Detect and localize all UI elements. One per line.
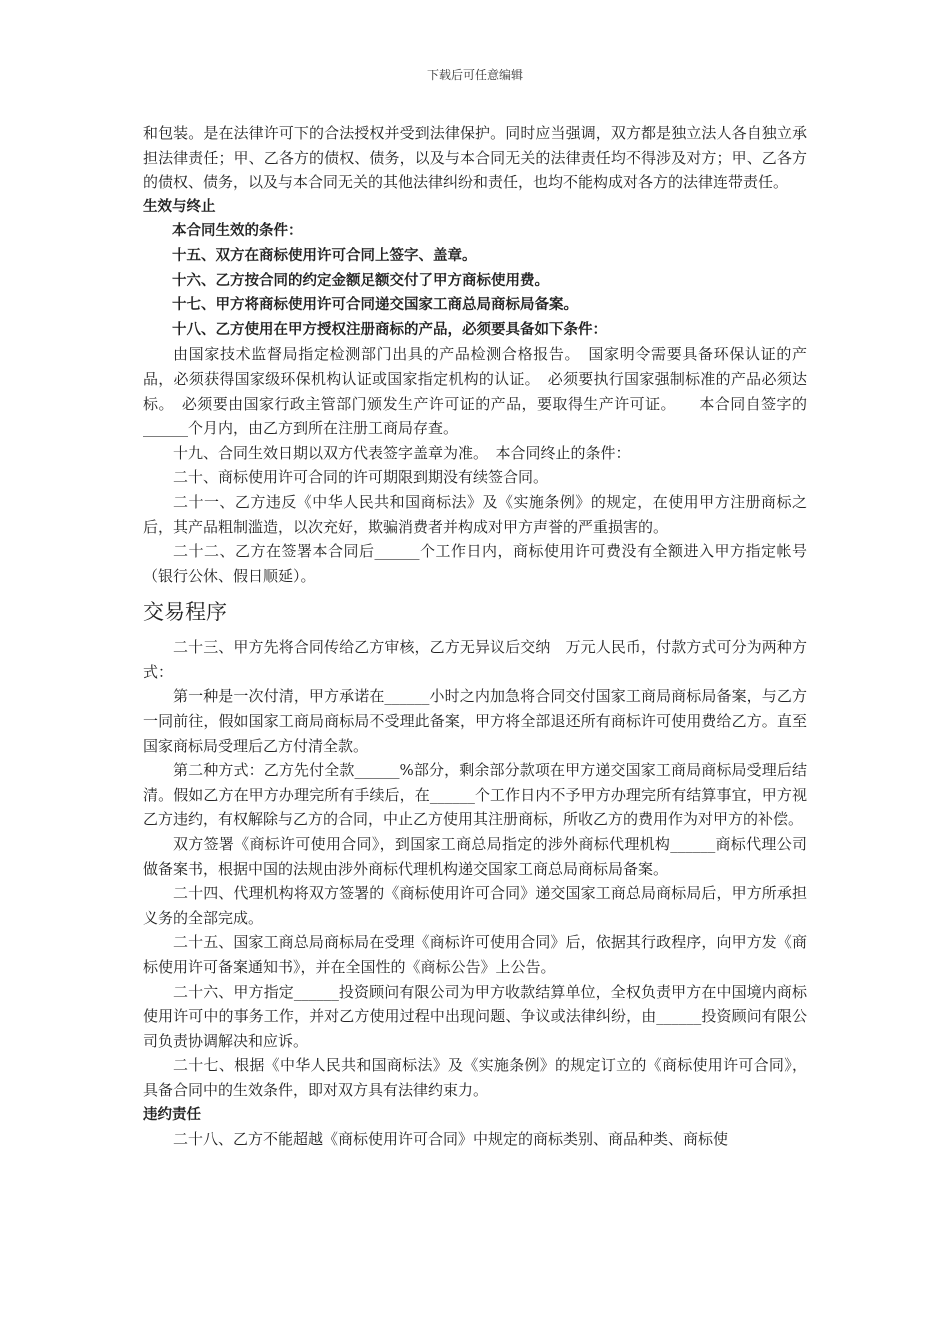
paragraph: 二十八、乙方不能超越《商标使用许可合同》中规定的商标类别、商品种类、商标使 (173, 1130, 729, 1149)
paragraph: 和包装。是在法律许可下的合法授权并受到法律保护。同时应当强调，双方都是独立法人各自独立承担法律责任；甲、乙各方的债权、债务，以及与本合同无关的法律责任均不得涉及对方；甲、乙各方的债权、债务，以及与本合同无关的其他法律纠纷和责任，也均不能构成对各方的法律连带责任。 (143, 124, 807, 192)
paragraph: 二十二、乙方在签署本合同后______个工作日内，商标使用许可费没有全额进入甲方指定帐号（银行公休、假日顺延）。 (143, 542, 807, 585)
paragraph: 第二种方式：乙方先付全款______%部分，剩余部分款项在甲方递交国家工商局商标局受理后结清。假如乙方在甲方办理完所有手续后，在______个工作日内不予甲方办理完所有结算事宜，甲方视乙方违约，有权解除与乙方的合同，中止乙方使用其注册商标，所收乙方的费用作为对甲方的补偿。 (143, 761, 807, 829)
paragraph: 二十四、代理机构将双方签署的《商标使用许可合同》递交国家工商总局商标局后，甲方所承担义务的全部完成。 (143, 884, 807, 927)
bold-clause: 十七、甲方将商标使用许可合同递交国家工商总局商标局备案。 (172, 297, 578, 314)
section-heading-liability: 违约责任 (143, 1106, 201, 1123)
bold-clause: 十六、乙方按合同的约定金额足额交付了甲方商标使用费。 (172, 272, 549, 289)
paragraph: 十九、合同生效日期以双方代表签字盖章为准。 本合同终止的条件： (173, 443, 631, 462)
paragraph: 二十七、根据《中华人民共和国商标法》及《实施条例》的规定订立的《商标使用许可合同》，具备合同中的生效条件，即对双方具有法律约束力。 (143, 1056, 807, 1099)
bold-clause: 十八、乙方使用在甲方授权注册商标的产品，必须要具备如下条件： (172, 321, 607, 338)
section-heading-effect-termination: 生效与终止 (143, 198, 216, 215)
bold-clause: 十五、双方在商标使用许可合同上签字、盖章。 (172, 247, 477, 264)
document-body (143, 121, 807, 1152)
paragraph: 由国家技术监督局指定检测部门出具的产品检测合格报告。 国家明令需要具备环保认证的产品，必须获得国家级环保机构认证或国家指定机构的认证。 必须要执行国家强制标准的产品必须达标。 必须要由国家行政主管部门颁发生产许可证的产品，要取得生产许可证。 本合同自签字的______个月内，由乙方到所在注册工商局存查。 (143, 345, 807, 438)
paragraph: 第一种是一次付清，甲方承诺在______小时之内加急将合同交付国家工商局商标局备案，与乙方一同前往，假如国家工商局商标局不受理此备案，甲方将全部退还所有商标许可使用费给乙方。直至国家商标局受理后乙方付清全款。 (143, 687, 807, 755)
bold-clause: 本合同生效的条件： (172, 223, 303, 240)
paragraph: 二十一、乙方违反《中华人民共和国商标法》及《实施条例》的规定，在使用甲方注册商标之后，其产品粗制滥造，以次充好，欺骗消费者并构成对甲方声誉的严重损害的。 (143, 492, 807, 536)
paragraph: 二十六、甲方指定______投资顾问有限公司为甲方收款结算单位，全权负责甲方在中国境内商标使用许可中的事务工作，并对乙方使用过程中出现问题、争议或法律纠纷，由______投资顾问有限公司负责协调解决和应诉。 (143, 982, 807, 1050)
paragraph: 二十三、甲方先将合同传给乙方审核，乙方无异议后交纳 万元人民币，付款方式可分为两种方式： (143, 638, 807, 681)
paragraph: 二十五、国家工商总局商标局在受理《商标许可使用合同》后，依据其行政程序，向甲方发《商标使用许可备案通知书》，并在全国性的《商标公告》上公告。 (143, 933, 807, 976)
section-title-transaction-procedure: 交易程序 (143, 600, 227, 625)
paragraph: 双方签署《商标许可使用合同》，到国家工商总局指定的涉外商标代理机构______商标代理公司做备案书，根据中国的法规由涉外商标代理机构递交国家工商总局商标局备案。 (143, 835, 807, 878)
paragraph: 二十、商标使用许可合同的许可期限到期没有续签合同。 (173, 468, 549, 487)
page-header: 下载后可任意编辑 (426, 68, 523, 82)
